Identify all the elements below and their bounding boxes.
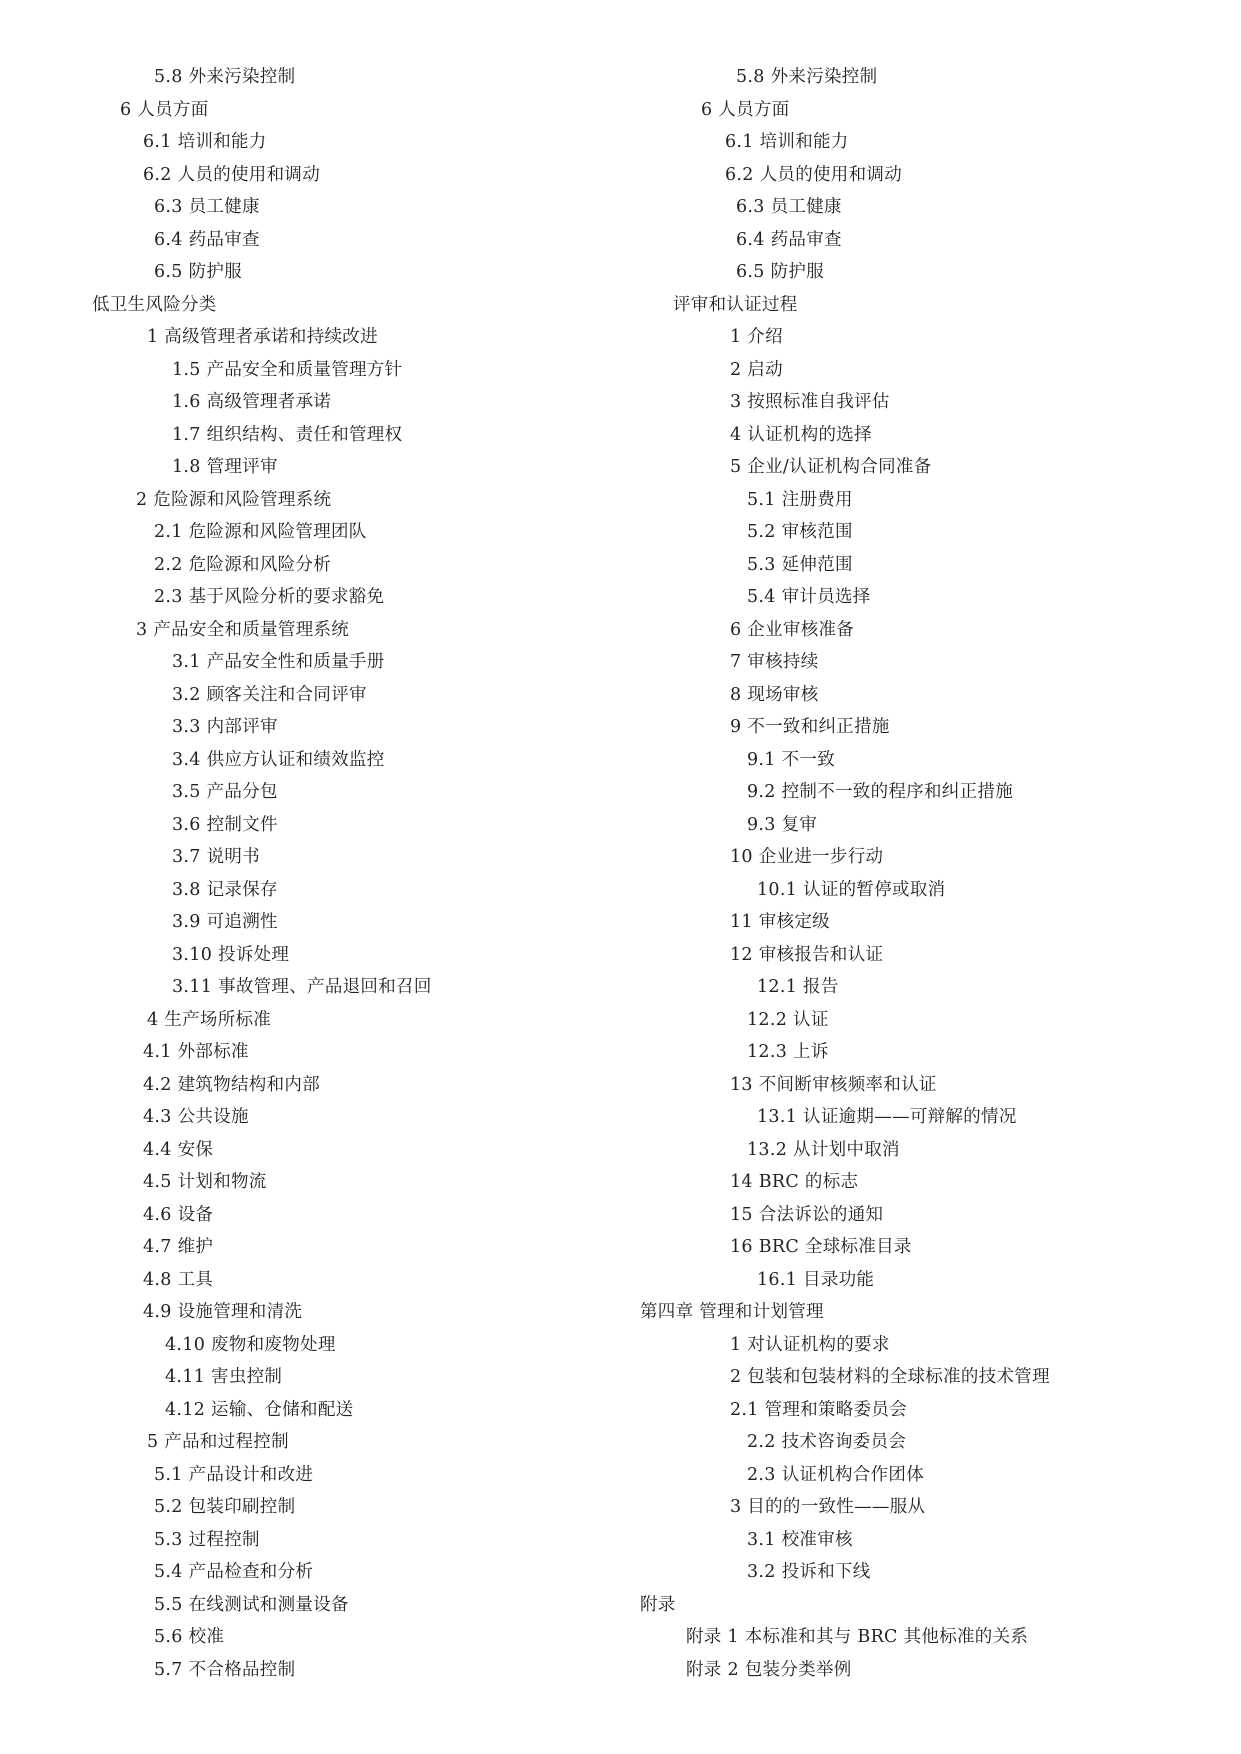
toc-entry: 2.1 危险源和风险管理团队: [154, 522, 367, 542]
toc-entry: 3.3 内部评审: [172, 717, 278, 737]
toc-entry: 第四章 管理和计划管理: [640, 1302, 824, 1322]
toc-entry: 13 不间断审核频率和认证: [730, 1074, 937, 1095]
toc-entry: 5.2 包装印刷控制: [154, 1497, 296, 1517]
toc-entry: 1.8 管理评审: [172, 457, 278, 477]
toc-entry: 5.5 在线测试和测量设备: [154, 1594, 349, 1615]
toc-entry: 2 启动: [730, 359, 783, 380]
toc-entry: 1 对认证机构的要求: [730, 1334, 890, 1355]
toc-entry: 4.4 安保: [143, 1139, 214, 1160]
toc-entry: 3.11 事故管理、产品退回和召回: [172, 977, 432, 997]
toc-entry: 5.3 延伸范围: [747, 554, 853, 575]
toc-entry: 5 企业/认证机构合同准备: [730, 457, 932, 477]
toc-entry: 6 企业审核准备: [730, 619, 855, 640]
toc-entry: 2.2 技术咨询委员会: [747, 1432, 907, 1452]
toc-entry: 4.9 设施管理和清洗: [143, 1302, 303, 1322]
toc-entry: 5.8 外来污染控制: [154, 67, 296, 87]
toc-entry: 附录 2 包装分类举例: [686, 1659, 852, 1680]
toc-entry: 4.12 运输、仓储和配送: [165, 1399, 354, 1420]
toc-entry: 4.6 设备: [143, 1204, 214, 1225]
toc-entry: 13.1 认证逾期——可辩解的情况: [757, 1107, 1017, 1127]
toc-entry: 2 危险源和风险管理系统: [136, 489, 332, 510]
toc-entry: 3.2 顾客关注和合同评审: [172, 684, 367, 705]
toc-entry: 3.8 记录保存: [172, 879, 278, 900]
toc-entry: 9 不一致和纠正措施: [730, 717, 890, 737]
toc-entry: 1.5 产品安全和质量管理方针: [172, 359, 403, 380]
toc-entry: 5.4 审计员选择: [747, 587, 871, 607]
toc-entry: 7 审核持续: [730, 652, 819, 672]
toc-entry: 3 目的的一致性——服从: [730, 1497, 926, 1517]
toc-entry: 6.5 防护服: [736, 262, 824, 282]
toc-entry: 4.3 公共设施: [143, 1107, 249, 1127]
toc-entry: 9.1 不一致: [747, 749, 835, 770]
toc-entry: 3 产品安全和质量管理系统: [136, 619, 350, 640]
toc-entry: 10 企业进一步行动: [730, 847, 884, 867]
toc-entry: 5.6 校准: [154, 1627, 225, 1647]
toc-entry: 14 BRC 的标志: [730, 1172, 859, 1192]
toc-entry: 4.1 外部标准: [143, 1042, 249, 1062]
toc-entry: 6.1 培训和能力: [725, 132, 849, 152]
toc-entry: 13.2 从计划中取消: [747, 1139, 900, 1160]
toc-entry: 3 按照标准自我评估: [730, 392, 890, 412]
toc-entry: 3.1 产品安全性和质量手册: [172, 652, 385, 672]
toc-entry: 2.1 管理和策略委员会: [730, 1399, 907, 1420]
toc-entry: 1 介绍: [730, 327, 783, 347]
toc-entry: 3.5 产品分包: [172, 782, 278, 802]
toc-entry: 3.6 控制文件: [172, 814, 278, 835]
toc-entry: 6.4 药品审查: [154, 229, 260, 250]
toc-entry: 附录: [640, 1594, 676, 1615]
toc-entry: 12 审核报告和认证: [730, 944, 884, 965]
toc-entry: 2.3 认证机构合作团体: [747, 1464, 924, 1485]
toc-entry: 5.8 外来污染控制: [736, 67, 878, 87]
toc-entry: 5.3 过程控制: [154, 1529, 260, 1550]
toc-entry: 9.2 控制不一致的程序和纠正措施: [747, 782, 1013, 802]
toc-entry: 6.1 培训和能力: [143, 132, 267, 152]
toc-entry: 4.2 建筑物结构和内部: [143, 1074, 320, 1095]
toc-entry: 12.2 认证: [747, 1009, 829, 1030]
toc-entry: 5.1 产品设计和改进: [154, 1464, 314, 1485]
toc-entry: 2 包装和包装材料的全球标准的技术管理: [730, 1367, 1050, 1387]
toc-entry: 4 认证机构的选择: [730, 424, 872, 445]
toc-entry: 12.3 上诉: [747, 1042, 829, 1062]
toc-entry: 1.6 高级管理者承诺: [172, 392, 332, 412]
toc-entry: 9.3 复审: [747, 814, 818, 835]
toc-entry: 3.7 说明书: [172, 847, 260, 867]
toc-entry: 6.5 防护服: [154, 262, 242, 282]
toc-entry: 10.1 认证的暂停或取消: [757, 879, 946, 900]
toc-entry: 16 BRC 全球标准目录: [730, 1237, 912, 1257]
toc-entry: 6.2 人员的使用和调动: [725, 164, 902, 185]
toc-entry: 2.3 基于风险分析的要求豁免: [154, 587, 385, 607]
toc-entry: 4.7 维护: [143, 1237, 214, 1257]
toc-entry: 低卫生风险分类: [92, 294, 217, 315]
toc-entry: 6 人员方面: [120, 99, 209, 120]
toc-entry: 4.10 废物和废物处理: [165, 1334, 336, 1355]
toc-entry: 11 审核定级: [730, 912, 830, 932]
toc-entry: 16.1 目录功能: [757, 1269, 875, 1290]
toc-entry: 6.4 药品审查: [736, 229, 842, 250]
toc-entry: 4.8 工具: [143, 1269, 214, 1290]
toc-entry: 4 生产场所标准: [147, 1009, 272, 1030]
toc-entry: 附录 1 本标准和其与 BRC 其他标准的关系: [686, 1627, 1029, 1647]
toc-entry: 15 合法诉讼的通知: [730, 1204, 884, 1225]
toc-entry: 4.11 害虫控制: [165, 1367, 283, 1387]
toc-entry: 5.2 审核范围: [747, 522, 853, 542]
toc-entry: 5.1 注册费用: [747, 489, 853, 510]
toc-entry: 6 人员方面: [701, 99, 790, 120]
toc-entry: 4.5 计划和物流: [143, 1172, 267, 1192]
toc-entry: 12.1 报告: [757, 977, 839, 997]
toc-entry: 5.4 产品检查和分析: [154, 1562, 314, 1582]
toc-entry: 6.2 人员的使用和调动: [143, 164, 320, 185]
toc-entry: 8 现场审核: [730, 684, 819, 705]
toc-entry: 2.2 危险源和风险分析: [154, 554, 331, 575]
toc-entry: 1.7 组织结构、责任和管理权: [172, 424, 403, 445]
toc-entry: 3.10 投诉处理: [172, 944, 290, 965]
toc-entry: 3.2 投诉和下线: [747, 1562, 871, 1582]
toc-entry: 1 高级管理者承诺和持续改进: [147, 327, 378, 347]
toc-entry: 3.1 校准审核: [747, 1529, 853, 1550]
toc-entry: 6.3 员工健康: [154, 197, 260, 217]
toc-entry: 6.3 员工健康: [736, 197, 842, 217]
toc-entry: 5 产品和过程控制: [147, 1432, 289, 1452]
toc-entry: 评审和认证过程: [673, 294, 798, 315]
toc-entry: 3.4 供应方认证和绩效监控: [172, 749, 385, 770]
toc-entry: 3.9 可追溯性: [172, 912, 278, 932]
toc-entry: 5.7 不合格品控制: [154, 1659, 296, 1680]
